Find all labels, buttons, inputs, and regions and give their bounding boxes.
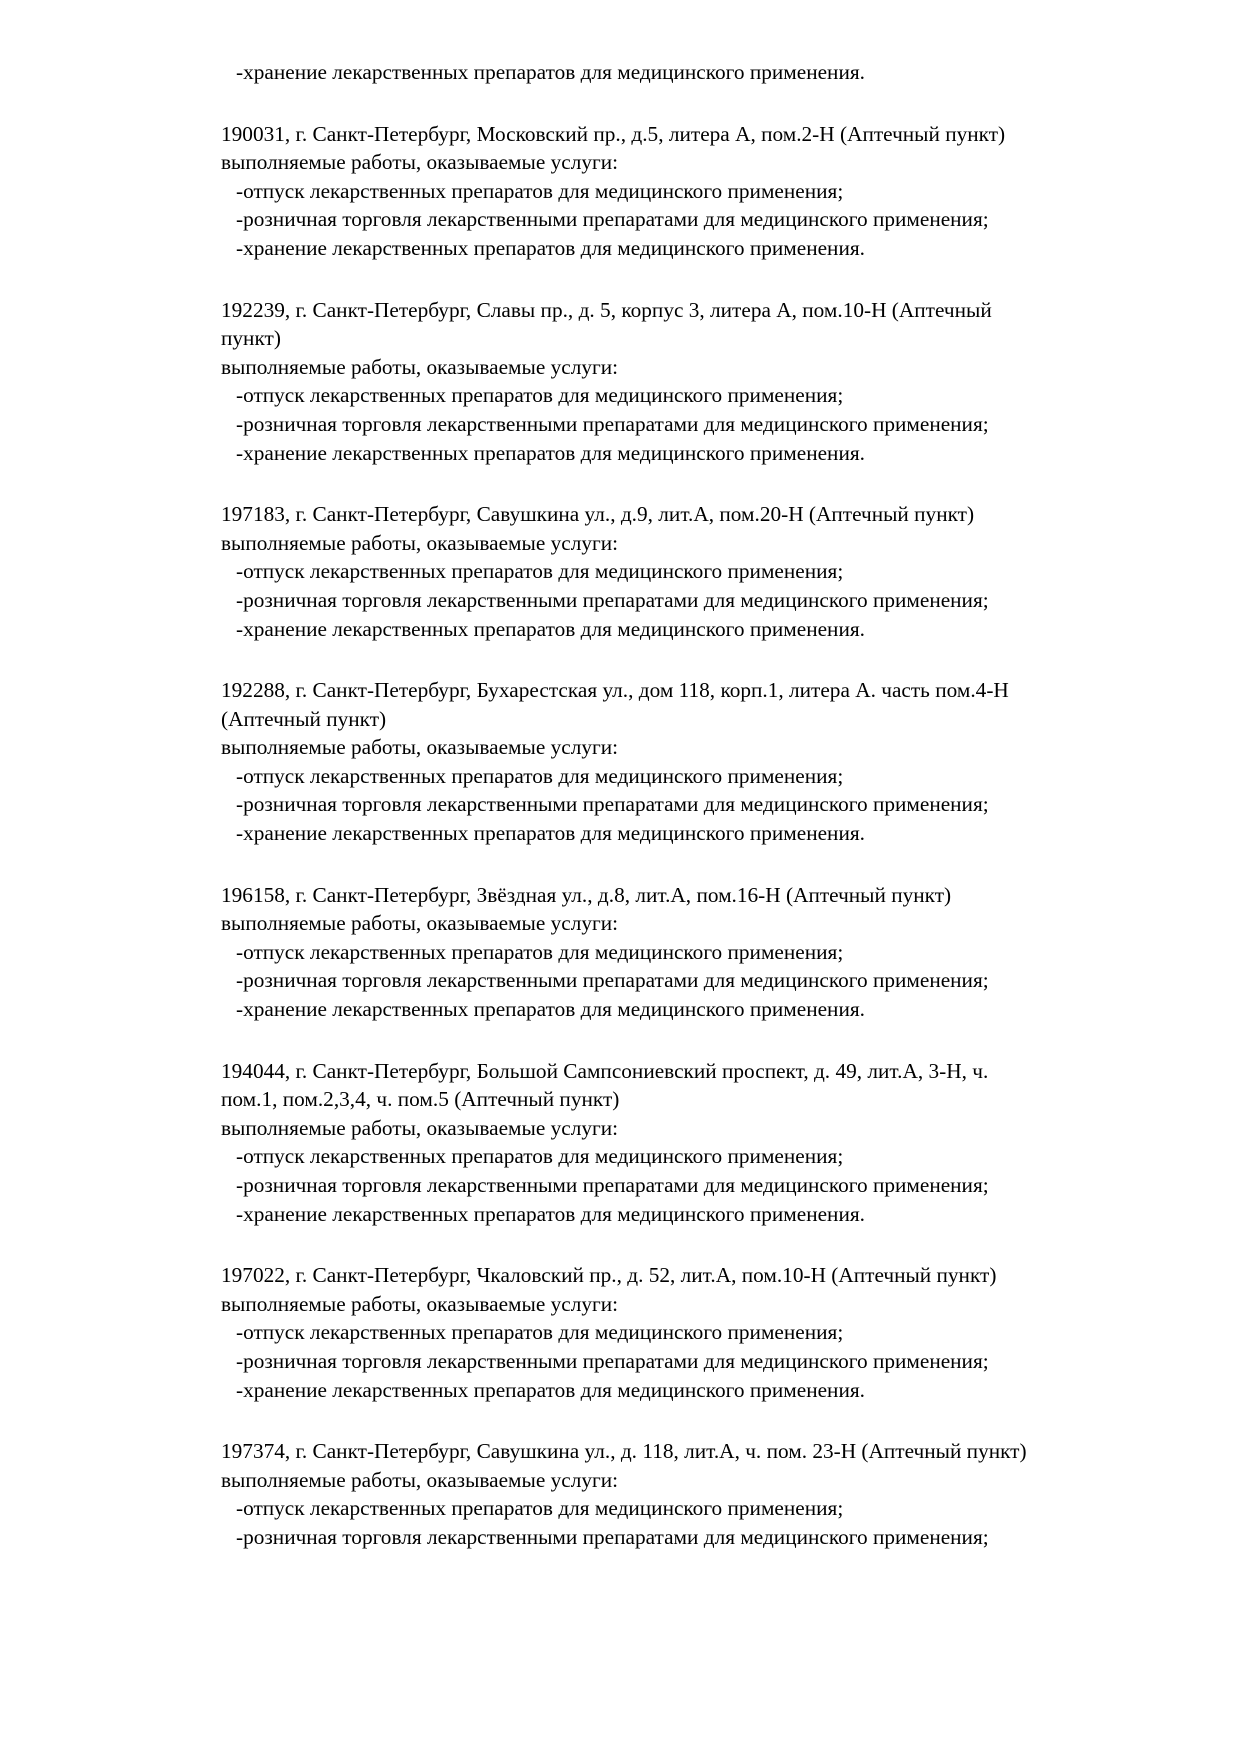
pharmacy-entry xyxy=(221,120,1201,263)
pharmacy-address: (Аптечный пункт) xyxy=(221,706,387,731)
service-item: -отпуск лекарственных препаратов для медицинского применения; xyxy=(236,763,844,788)
service-item: -отпуск лекарственных препаратов для медицинского применения; xyxy=(236,939,844,964)
service-item: -хранение лекарственных препаратов для медицинского применения. xyxy=(236,821,865,846)
pharmacy-entry xyxy=(221,1057,1201,1229)
service-item: -розничная торговля лекарственными препаратами для медицинского применения; xyxy=(236,207,989,232)
services-heading: выполняемые работы, оказываемые услуги: xyxy=(221,911,619,936)
service-item: -отпуск лекарственных препаратов для медицинского применения; xyxy=(236,559,844,584)
service-item: -хранение лекарственных препаратов для медицинского применения. xyxy=(236,440,865,465)
services-heading: выполняемые работы, оказываемые услуги: xyxy=(221,150,619,175)
pharmacy-address: пом.1, пом.2,3,4, ч. пом.5 (Аптечный пункт) xyxy=(221,1087,620,1112)
pharmacy-entry xyxy=(221,881,1201,1024)
pharmacy-address: 197022, г. Санкт-Петербург, Чкаловский пр., д. 52, лит.А, пом.10-Н (Аптечный пункт) xyxy=(221,1263,997,1288)
pharmacy-address: 192288, г. Санкт-Петербург, Бухарестская ул., дом 118, корп.1, литера А. часть пом.4-Н xyxy=(221,678,1009,703)
pharmacy-address: 196158, г. Санкт-Петербург, Звёздная ул., д.8, лит.А, пом.16-Н (Аптечный пункт) xyxy=(221,882,952,907)
pharmacy-address: 197183, г. Санкт-Петербург, Савушкина ул., д.9, лит.А, пом.20-Н (Аптечный пункт) xyxy=(221,502,975,527)
services-heading: выполняемые работы, оказываемые услуги: xyxy=(221,1115,619,1140)
pharmacy-address: 197374, г. Санкт-Петербург, Савушкина ул., д. 118, лит.А, ч. пом. 23-Н (Аптечный пункт) xyxy=(221,1439,1027,1464)
document-page xyxy=(221,58,1201,1552)
services-heading: выполняемые работы, оказываемые услуги: xyxy=(221,530,619,555)
service-item: -розничная торговля лекарственными препаратами для медицинского применения; xyxy=(236,1524,989,1549)
pharmacy-address: 192239, г. Санкт-Петербург, Славы пр., д. 5, корпус 3, литера А, пом.10-Н (Аптечный xyxy=(221,297,992,322)
service-item: -розничная торговля лекарственными препаратами для медицинского применения; xyxy=(236,587,989,612)
service-item: -хранение лекарственных препаратов для медицинского применения. xyxy=(236,1201,865,1226)
service-item: -хранение лекарственных препаратов для медицинского применения. xyxy=(236,235,865,260)
service-item: -хранение лекарственных препаратов для медицинского применения. xyxy=(236,616,865,641)
pharmacy-list xyxy=(221,120,1201,1552)
service-item: -розничная торговля лекарственными препаратами для медицинского применения; xyxy=(236,968,989,993)
services-heading: выполняемые работы, оказываемые услуги: xyxy=(221,1467,619,1492)
service-item: -розничная торговля лекарственными препаратами для медицинского применения; xyxy=(236,792,989,817)
service-item: -хранение лекарственных препаратов для медицинского применения. xyxy=(236,60,865,84)
service-item: -отпуск лекарственных препаратов для медицинского применения; xyxy=(236,178,844,203)
pharmacy-entry xyxy=(221,1437,1201,1551)
service-item: -отпуск лекарственных препаратов для медицинского применения; xyxy=(236,383,844,408)
service-item: -отпуск лекарственных препаратов для медицинского применения; xyxy=(236,1496,844,1521)
services-heading: выполняемые работы, оказываемые услуги: xyxy=(221,735,619,760)
services-heading: выполняемые работы, оказываемые услуги: xyxy=(221,354,619,379)
pharmacy-address: 194044, г. Санкт-Петербург, Большой Сампсониевский проспект, д. 49, лит.А, 3-Н, ч. xyxy=(221,1058,989,1083)
service-item: -хранение лекарственных препаратов для медицинского применения. xyxy=(236,997,865,1022)
pharmacy-entry xyxy=(221,500,1201,643)
pharmacy-address: пункт) xyxy=(221,326,281,351)
service-item: -хранение лекарственных препаратов для медицинского применения. xyxy=(236,1377,865,1402)
pharmacy-address: 190031, г. Санкт-Петербург, Московский пр., д.5, литера А, пом.2-Н (Аптечный пункт) xyxy=(221,121,1006,146)
service-item: -розничная торговля лекарственными препаратами для медицинского применения; xyxy=(236,411,989,436)
services-heading: выполняемые работы, оказываемые услуги: xyxy=(221,1291,619,1316)
pharmacy-entry xyxy=(221,1261,1201,1404)
pharmacy-entry xyxy=(221,296,1201,468)
service-item: -розничная торговля лекарственными препаратами для медицинского применения; xyxy=(236,1348,989,1373)
service-item: -отпуск лекарственных препаратов для медицинского применения; xyxy=(236,1144,844,1169)
service-item: -отпуск лекарственных препаратов для медицинского применения; xyxy=(236,1320,844,1345)
pharmacy-entry xyxy=(221,676,1201,848)
service-item: -розничная торговля лекарственными препаратами для медицинского применения; xyxy=(236,1173,989,1197)
